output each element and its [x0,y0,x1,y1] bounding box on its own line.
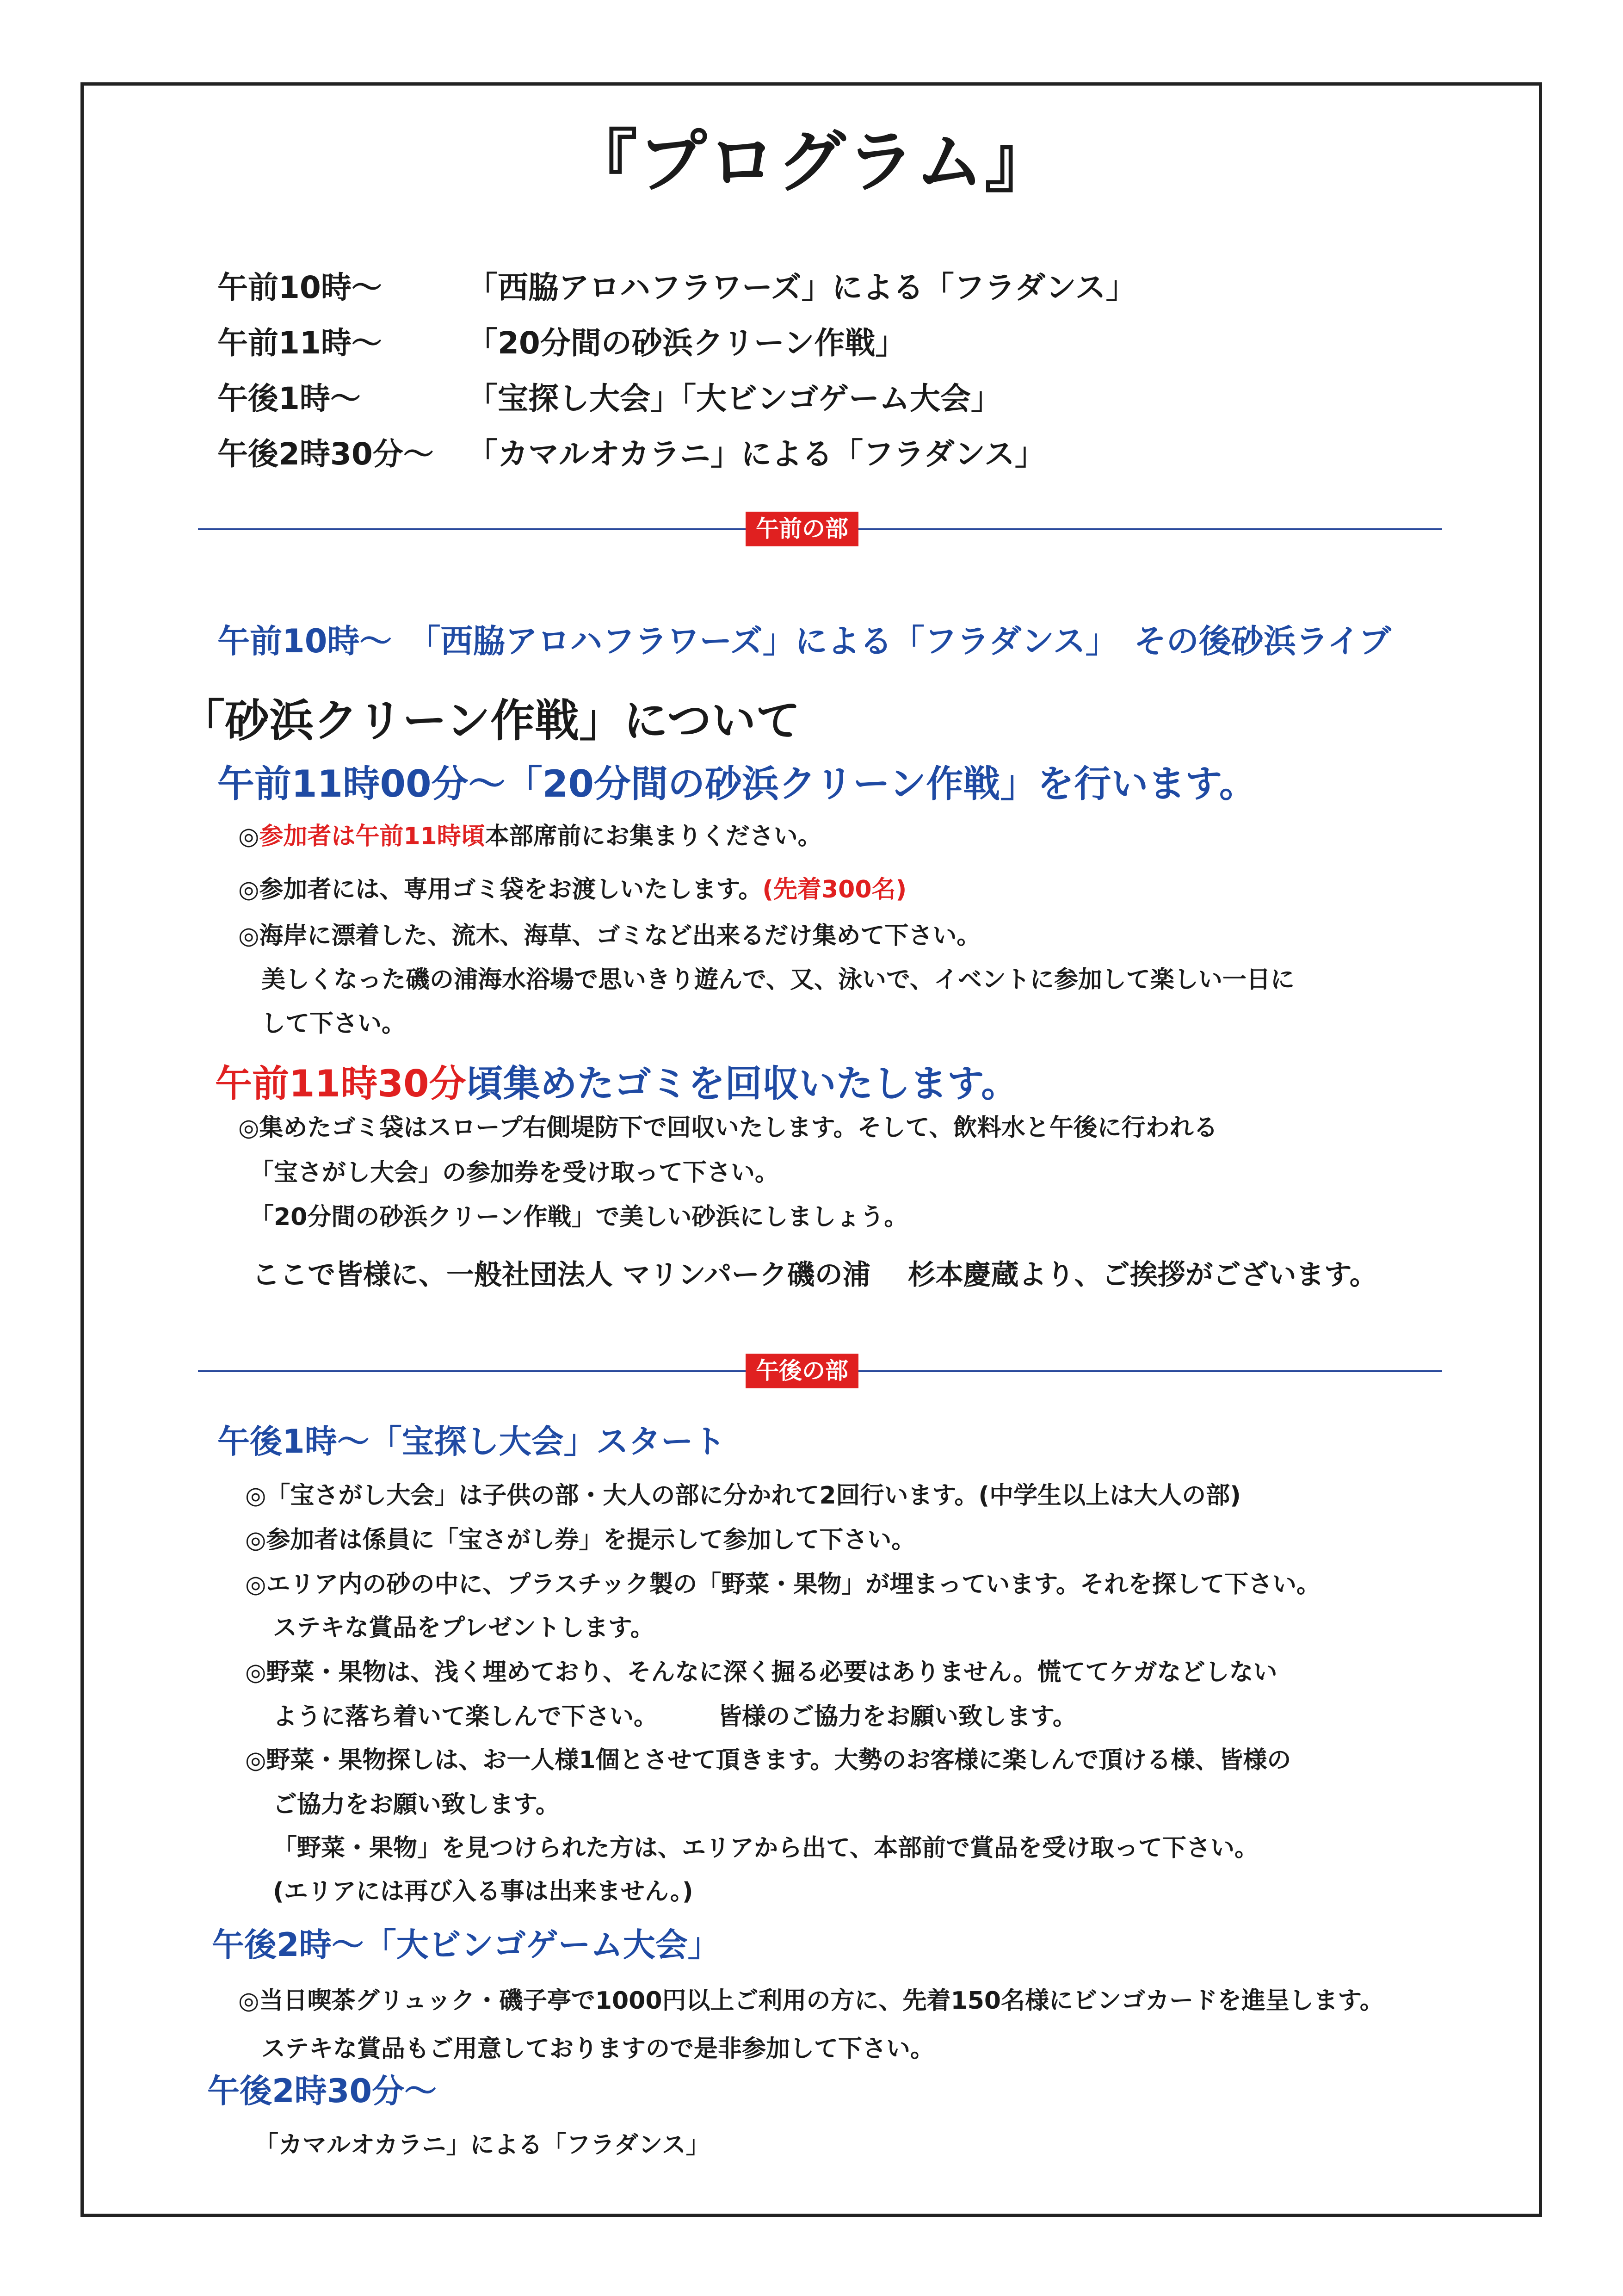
treasure-line-1: ◎「宝さがし大会」は子供の部・大人の部に分かれて2回行います。(中学生以上は大人の部) [245,1482,1241,1510]
page-title: 『プログラム』 [569,122,1054,202]
cleanup-line-6: ◎集めたゴミ袋はスロープ右側堤防下で回収いたします。そして、飲料水と午後に行われる [238,1114,1218,1142]
treasure-line-5: ◎野菜・果物は、浅く埋めており、そんなに深く掘る必要はありません。慌ててケガなどしない [245,1659,1277,1686]
afternoon-badge: 午後の部 [746,1354,858,1388]
program-event-2: 「20分間の砂浜クリーン作戦」 [467,325,906,361]
treasure-line-8: ご協力をお願い致します。 [273,1791,560,1819]
morning-headline: 午前10時～ 「西脇アロハフラワーズ」による「フラダンス」 その後砂浜ライブ [217,622,1391,660]
program-event-3: 「宝探し大会」「大ビンゴゲーム大会」 [467,381,1001,416]
greeting-line: ここで皆様に、一般社団法人 マリンパーク磯の浦 杉本慶蔵より、ご挨拶がございます。 [252,1259,1377,1291]
hula-line: 「カマルオカラニ」による「フラダンス」 [254,2131,710,2159]
cleanup-line-7: 「宝さがし大会」の参加券を受け取って下さい。 [250,1159,779,1187]
program-event-1: 「西脇アロハフラワーズ」による「フラダンス」 [467,270,1136,305]
morning-badge: 午前の部 [746,512,858,546]
cleanup-line-2: ◎参加者には、専用ゴミ袋をお渡しいたします。(先着300名) [238,876,907,904]
cleanup-line-3: ◎海岸に漂着した、流木、海草、ゴミなど出来るだけ集めて下さい。 [238,922,981,950]
cleanup-line-5: して下さい。 [261,1010,406,1038]
program-time-3: 午後1時～ [217,381,361,416]
cleanup-line-8: 「20分間の砂浜クリーン作戦」で美しい砂浜にしましょう。 [250,1203,908,1231]
treasure-line-9: 「野菜・果物」を見つけられた方は、エリアから出て、本部前で賞品を受け取って下さい。 [273,1834,1259,1862]
program-time-2: 午前11時～ [217,325,382,361]
bingo-line-1: ◎当日喫茶グリュック・磯子亭で1000円以上ご利用の方に、先着150名様にビンゴカードを進呈します。 [238,1987,1384,2015]
treasure-line-6: ように落ち着いて楽しんで下さい。 皆様のご協力をお願い致します。 [273,1703,1077,1731]
program-time-1: 午前10時～ [217,270,382,305]
treasure-line-4: ステキな賞品をプレゼントします。 [273,1614,654,1642]
cleanup-subheading-1: 午前11時00分～「20分間の砂浜クリーン作戦」を行います。 [217,762,1256,805]
cleanup-line-1: ◎参加者は午前11時頃本部席前にお集まりください。 [238,823,822,850]
bingo-heading: 午後2時～「大ビンゴゲーム大会」 [212,1926,720,1964]
cleanup-line-4: 美しくなった磯の浦海水浴場で思いきり遊んで、又、泳いで、イベントに参加して楽しい一日に [261,966,1295,994]
treasure-line-3: ◎エリア内の砂の中に、プラスチック製の「野菜・果物」が埋まっています。それを探して下さい。 [245,1571,1321,1598]
treasure-line-2: ◎参加者は係員に「宝さがし券」を提示して参加して下さい。 [245,1526,916,1554]
treasure-line-10: (エリアには再び入る事は出来ません。) [273,1878,693,1906]
program-time-4: 午後2時30分～ [217,436,434,472]
hula-heading: 午後2時30分～ [207,2072,437,2110]
treasure-line-7: ◎野菜・果物探しは、お一人様1個とさせて頂きます。大勢のお客様に楽しんで頂ける様、皆様の [245,1746,1291,1774]
cleanup-subheading-2: 午前11時30分頃集めたゴミを回収いたします。 [215,1062,1018,1105]
cleanup-section-title: 「砂浜クリーン作戦」について [180,695,801,747]
treasure-hunt-heading: 午後1時～「宝探し大会」スタート [217,1423,726,1461]
bingo-line-2: ステキな賞品もご用意しておりますので是非参加して下さい。 [261,2035,934,2063]
program-event-4: 「カマルオカラニ」による「フラダンス」 [467,436,1046,472]
